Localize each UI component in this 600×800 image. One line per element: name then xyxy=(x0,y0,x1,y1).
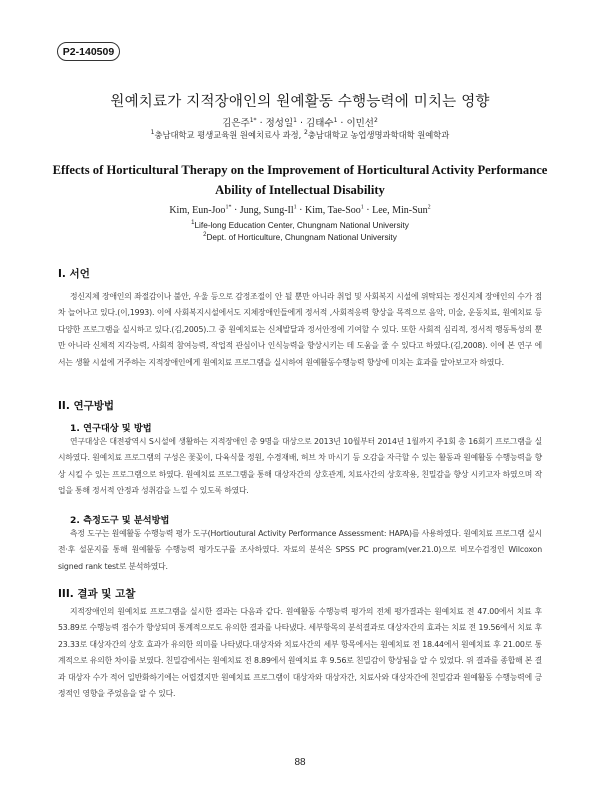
results-heading: III. 결과 및 고찰 xyxy=(58,588,136,600)
en-author-3-sup: 1 xyxy=(360,204,364,211)
methods-heading: II. 연구방법 xyxy=(58,400,115,412)
en-author-2-sup: 1 xyxy=(293,204,297,211)
intro-heading: I. 서언 xyxy=(58,268,90,280)
methods-subheading-1: 1. 연구대상 및 방법 xyxy=(70,423,152,434)
affil-1-sup: 1 xyxy=(150,129,155,137)
english-affiliation-2 xyxy=(0,232,600,242)
english-title-line-1: Effects of Horticultural Therapy on the Improvement of Horticultural Activity Performance xyxy=(52,163,548,177)
en-author-4-sup: 2 xyxy=(427,204,431,211)
author-1-sup: 1* xyxy=(249,116,257,124)
en-author-4: · Lee, Min-Sun xyxy=(363,205,428,216)
methods-paragraph-1: 연구대상은 대전광역시 S시설에 생활하는 지적장애인 총 9명을 대상으로 2013년 10월부터 2014년 1월까지 주1회 총 16회기 프로그램을 실시하였다. 원예치료 프로그램의 구성은 꽃꽂이, 다육식물 정원, 수경재배, 허브 차 마시기 등 오감을 자극할 수 있는 활동과 원예활동 수행능력을 향상 시킬 수 있는 프로그램으로 하였다. 원예치료 프로그램을 통해 대상자간의 상호관계, 치료사간의 상호작용, 친밀감을 향상 시키고자 하였으며 작업을 통해 정서적 안정과 성취감을 느낄 수 있도록 하였다. xyxy=(58,437,542,496)
author-3-sup: 1 xyxy=(333,116,338,124)
methods-subheading-2: 2. 측정도구 및 분석방법 xyxy=(70,515,170,526)
author-3: · 김태수 xyxy=(296,118,334,129)
author-2: · 정성일 xyxy=(256,118,294,129)
affil-2: 충남대학교 농업생명과학대학 원예학과 xyxy=(307,130,450,140)
korean-affiliations xyxy=(0,129,600,141)
english-title xyxy=(40,160,560,200)
english-authors xyxy=(0,205,600,216)
en-affil-1-sup: 1 xyxy=(191,220,195,227)
page-number: 88 xyxy=(294,757,306,768)
korean-authors xyxy=(0,115,600,129)
author-1: 김은주 xyxy=(222,118,250,129)
author-4: · 이민선 xyxy=(337,118,374,129)
en-affil-2-text: Dept. of Horticulture, Chungnam National University xyxy=(206,232,397,242)
en-affil-2-sup: 2 xyxy=(203,232,207,239)
methods-paragraph-2: 측정 도구는 원예활동 수행능력 평가 도구(Hortioutural Activity Performance Assessment: HAPA)를 사용하였다. 원예치료 프로그램 실시 전·후 설문지를 통해 원예활동 수행능력 평가도구를 조사하였다. 자료의 분석은 SPSS PC program(ver.21.0)으로 비모수검정인 Wilcoxon signed rank test로 분석하였다. xyxy=(58,529,542,571)
affil-1: 충남대학교 평생교육원 원예치료사 과정, xyxy=(154,130,304,140)
en-affil-1-text: Life-long Education Center, Chungnam National University xyxy=(194,220,409,230)
paper-id-badge: P2-140509 xyxy=(57,42,120,61)
en-author-1: Kim, Eun-Joo xyxy=(169,205,226,216)
results-paragraph: 지적장애인의 원예치료 프로그램을 실시한 결과는 다음과 같다. 원예활동 수행능력 평가의 전체 평가결과는 원예치료 전 47.00에서 치료 후 53.89로 수행능력 점수가 향상되며 통계적으로도 유의한 결과를 나타냈다. 세부항목의 분석결과로 대상자간의 효과는 치료 전 19.56에서 치료 후 23.33로 대상자간의 상호 효과가 유의한 의미를 나타냈다.대상자와 치료사간의 세부 항목에서는 원예치료 전 18.44에서 원예치료 후 21.00로 통계적으로 유의한 차이를 보였다. 친밀감에서는 원예치료 전 8.89에서 원예치료 후 9.56로 친밀감이 향상됨을 알 수 있었다. 위 결과를 종합해 본 결과 대상자 수가 적어 일반화하기에는 어렵겠지만 원예치료 프로그램이 대상자와 대상자간, 치료사와 대상자간에 친밀감과 원예활동 수행능력에 긍정적인 영향을 주었음을 알 수 있다. xyxy=(58,607,542,699)
english-affiliation-1 xyxy=(0,220,600,230)
english-title-line-2: Ability of Intellectual Disability xyxy=(215,183,385,197)
intro-paragraph: 정신지체 장애인의 좌절감이나 불안, 우울 등으로 감정조절이 안 될 뿐만 아니라 취업 및 사회복지 시설에 위탁되는 정신지체 장애인의 수가 점차 늘어나고 있다.(이,1993). 이에 사회복지시설에서도 지체장애인들에게 정서적 ,사회적응력 향상을 목적으로 음악, 미술, 운동치료, 원예치료 등 다양한 프로그램을 실시하고 있다.(김,2005).그 중 원예치료는 신체발달과 정서안정에 기여할 수 있다. 또한 사회적 심리적, 정서적 행동특성의 뿐만 아니라 신체적 지각능력, 사회적 참여능력, 작업적 관심이나 인식능력을 향상시키는 데 도움을 줄 수 있다고 하였다.(김,2008). 이에 본 연구 에서는 생활 시설에 거주하는 지적장애인에게 원예치료 프로그램을 실시하여 원예활동수행능력 향상에 미치는 효과를 알아보고자 하였다. xyxy=(58,292,542,367)
author-2-sup: 1 xyxy=(293,116,297,124)
affil-2-sup: 2 xyxy=(303,129,308,137)
en-author-3: · Kim, Tae-Soo xyxy=(296,205,361,216)
en-author-1-sup: 1* xyxy=(225,204,232,211)
author-4-sup: 2 xyxy=(373,116,378,124)
en-author-2: · Jung, Sung-Il xyxy=(231,205,294,216)
korean-title: 원예치료가 지적장애인의 원예활동 수행능력에 미치는 영향 xyxy=(110,94,490,110)
